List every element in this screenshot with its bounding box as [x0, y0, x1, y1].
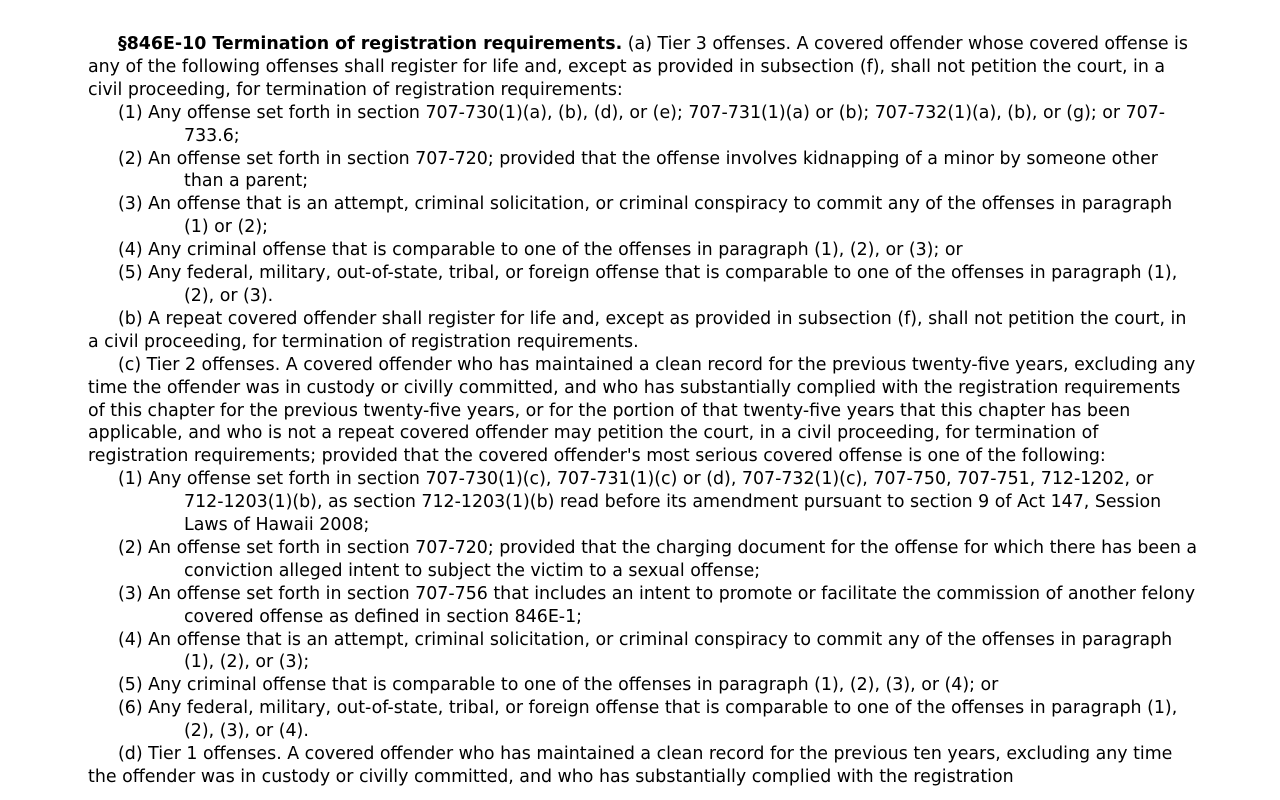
subsection-b-paragraph: (b) A repeat covered offender shall register for life and, except as provided in subsection (f), shall not petition the court, in a civil proceeding, for termination of registration requirements.	[88, 308, 1187, 352]
subsection-c-item-1: (1) Any offense set forth in section 707-730(1)(c), 707-731(1)(c) or (d), 707-732(1)(c), 707-750, 707-751, 712-1202, or 712-1203(1)(b), as section 712-1203(1)(b) read before its amendment pursuant to section 9 of Act 147, Session Laws of Hawaii 2008;	[118, 469, 1162, 536]
section-heading: §846E-10 Termination of registration requirements.	[118, 34, 623, 54]
subsection-a-item-5: (5) Any federal, military, out-of-state, tribal, or foreign offense that is comparable to one of the offenses in paragraph (1), (2), or (3).	[118, 263, 1178, 306]
subsection-a-item-3: (3) An offense that is an attempt, criminal solicitation, or criminal conspiracy to commit any of the offenses in paragraph (1) or (2);	[118, 194, 1173, 238]
subsection-c-item-4: (4) An offense that is an attempt, criminal solicitation, or criminal conspiracy to commit any of the offenses in paragraph (1), (2), or (3);	[118, 629, 1173, 673]
subsection-a-paragraph	[88, 33, 1198, 102]
subsection-c-paragraph: (c) Tier 2 offenses. A covered offender who has maintained a clean record for the previous twenty-five years, excluding any time the offender was in custody or civilly committed, and who has substantially complied with the registration requirements of this chapter for the previous twenty-five years, or for the portion of that twenty-five years that this chapter has been applicable, and who is not a repeat covered offender may petition the court, in a civil proceeding, for termination of registration requirements; provided that the covered offender's most serious covered offense is one of the following:	[88, 354, 1196, 467]
subsection-a-item-2: (2) An offense set forth in section 707-720; provided that the offense involves kidnapping of a minor by someone other than a parent;	[118, 148, 1158, 192]
subsection-a-item-1: (1) Any offense set forth in section 707-730(1)(a), (b), (d), or (e); 707-731(1)(a) or (b); 707-732(1)(a), (b), or (g); or 707-733.6;	[118, 102, 1166, 146]
subsection-c-item-6: (6) Any federal, military, out-of-state, tribal, or foreign offense that is comparable to one of the offenses in paragraph (1), (2), (3), or (4).	[118, 698, 1178, 742]
statute-document	[88, 33, 1198, 789]
subsection-c-item-3: (3) An offense set forth in section 707-756 that includes an intent to promote or facilitate the commission of another felony covered offense as defined in section 846E-1;	[118, 583, 1196, 627]
subsection-a-text: (a) Tier 3 offenses. A covered offender whose covered offense is any of the following offenses shall register for life and, except as provided in subsection (f), shall not petition the court, in a civil proceeding, for termination of registration requirements:	[88, 34, 1188, 100]
subsection-a-item-4: (4) Any criminal offense that is comparable to one of the offenses in paragraph (1), (2), or (3); or	[118, 240, 963, 261]
subsection-c-item-2: (2) An offense set forth in section 707-720; provided that the charging document for the offense for which there has been a conviction alleged intent to subject the victim to a sexual offense;	[118, 537, 1198, 581]
subsection-d-paragraph: (d) Tier 1 offenses. A covered offender who has maintained a clean record for the previous ten years, excluding any time the offender was in custody or civilly committed, and who has substantially complied with the registration	[88, 744, 1173, 787]
subsection-c-item-5: (5) Any criminal offense that is comparable to one of the offenses in paragraph (1), (2), (3), or (4); or	[118, 675, 999, 696]
